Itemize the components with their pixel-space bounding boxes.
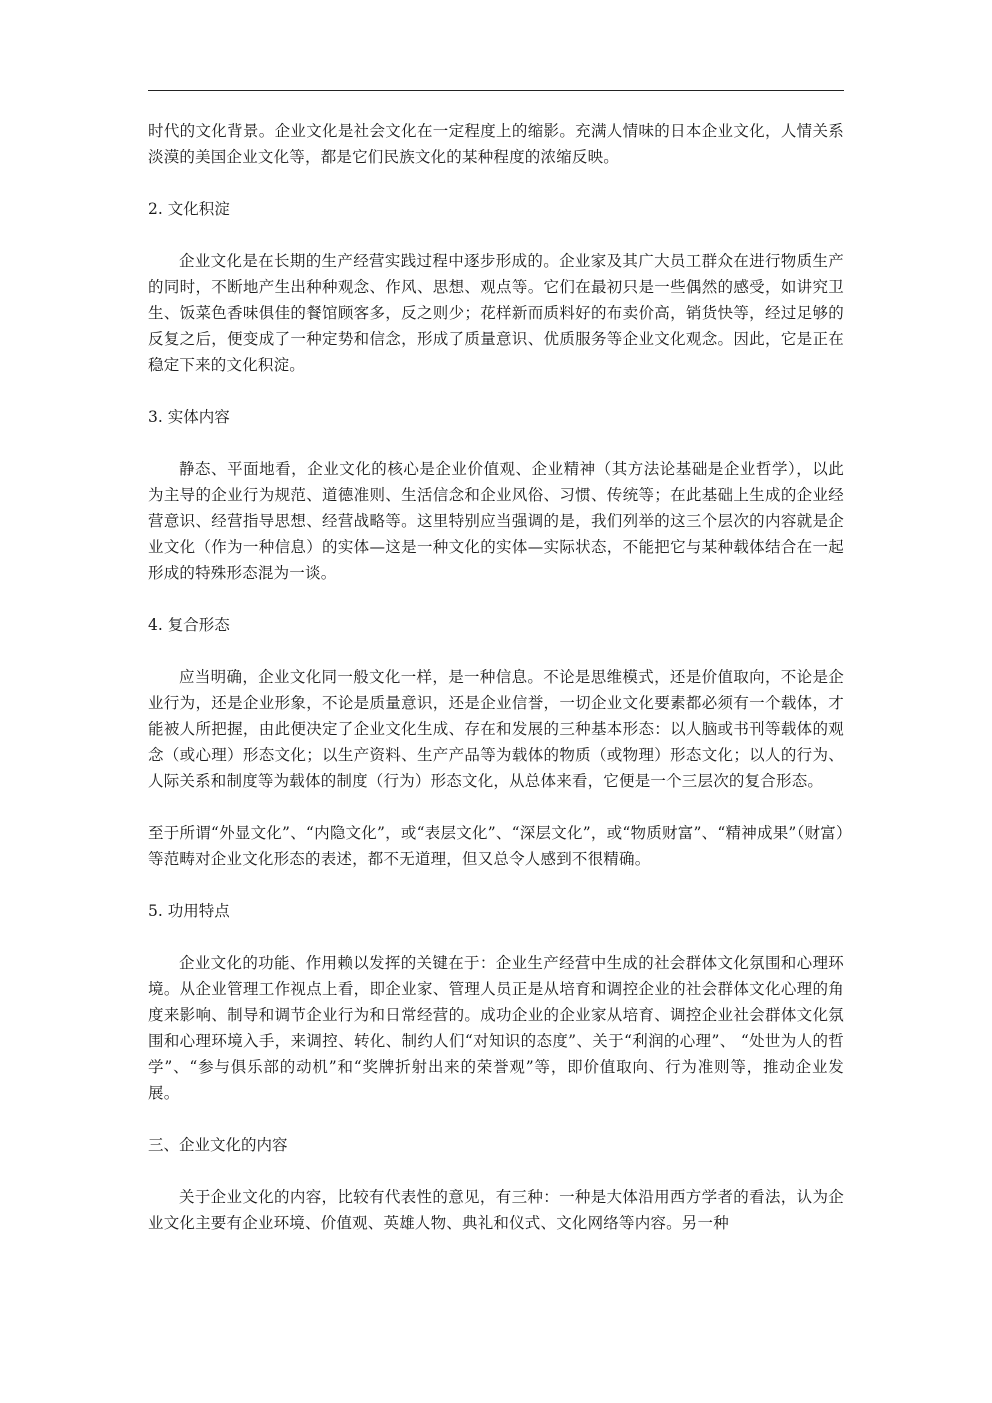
paragraph-substantive-content: 静态、平面地看，企业文化的核心是企业价值观、企业精神（其方法论基础是企业哲学），以此为主导的企业行为规范、道德准则、生活信念和企业风俗、习惯、传统等；在此基础上生成的企业经营意识、经营指导思想、经营战略等。这里特别应当强调的是，我们列举的这三个层次的内容就是企业文化（作为一种信息）的实体—这是一种文化的实体—实际状态，不能把它与某种载体结合在一起形成的特殊形态混为一谈。	[148, 460, 844, 582]
section-heading-composite-form: 4. 复合形态	[148, 616, 230, 634]
header-rule	[148, 90, 844, 91]
paragraph-composite-form: 应当明确，企业文化同一般文化一样，是一种信息。不论是思维模式，还是价值取向，不论是企业行为，还是企业形象，不论是质量意识，还是企业信誉，一切企业文化要素都必须有一个载体，才能被人所把握，由此便决定了企业文化生成、存在和发展的三种基本形态：以人脑或书刊等载体的观念（或心理）形态文化；以生产资料、生产产品等为载体的物质（或物理）形态文化；以人的行为、人际关系和制度等为载体的制度（行为）形态文化，从总体来看，它便是一个三层次的复合形态。	[148, 668, 844, 790]
paragraph-form-categories: 至于所谓“外显文化”、“内隐文化”，或“表层文化”、“深层文化”，或“物质财富”、“精神成果”（财富）等范畴对企业文化形态的表述，都不无道理，但又总令人感到不很精确。	[148, 824, 844, 868]
section-heading-substantive-content: 3. 实体内容	[148, 408, 230, 426]
section-heading-functional-features: 5. 功用特点	[148, 902, 230, 920]
section-heading-corporate-culture-content: 三、企业文化的内容	[148, 1136, 288, 1154]
section-heading-cultural-accumulation: 2. 文化积淀	[148, 200, 230, 218]
paragraph-corporate-culture-content: 关于企业文化的内容，比较有代表性的意见，有三种：一种是大体沿用西方学者的看法，认为企业文化主要有企业环境、价值观、英雄人物、典礼和仪式、文化网络等内容。另一种	[148, 1188, 844, 1232]
paragraph-cultural-background: 时代的文化背景。企业文化是社会文化在一定程度上的缩影。充满人情味的日本企业文化，人情关系淡漠的美国企业文化等，都是它们民族文化的某种程度的浓缩反映。	[148, 122, 844, 166]
paragraph-cultural-accumulation: 企业文化是在长期的生产经营实践过程中逐步形成的。企业家及其广大员工群众在进行物质生产的同时，不断地产生出种种观念、作风、思想、观点等。它们在最初只是一些偶然的感受，如讲究卫生、饭菜色香味俱佳的餐馆顾客多，反之则少；花样新而质料好的布卖价高，销货快等，经过足够的反复之后，便变成了一种定势和信念，形成了质量意识、优质服务等企业文化观念。因此，它是正在稳定下来的文化积淀。	[148, 252, 844, 374]
document-body	[148, 118, 844, 1236]
paragraph-functional-features: 企业文化的功能、作用赖以发挥的关键在于：企业生产经营中生成的社会群体文化氛围和心理环境。从企业管理工作视点上看，即企业家、管理人员正是从培育和调控企业的社会群体文化心理的角度来影响、制导和调节企业行为和日常经营的。成功企业的企业家从培育、调控企业社会群体文化氛围和心理环境入手，来调控、转化、制约人们“对知识的态度”、关于“利润的心理”、 “处世为人的哲学”、“参与俱乐部的动机”和“奖牌折射出来的荣誉观”等，即价值取向、行为准则等，推动企业发展。	[148, 954, 844, 1102]
